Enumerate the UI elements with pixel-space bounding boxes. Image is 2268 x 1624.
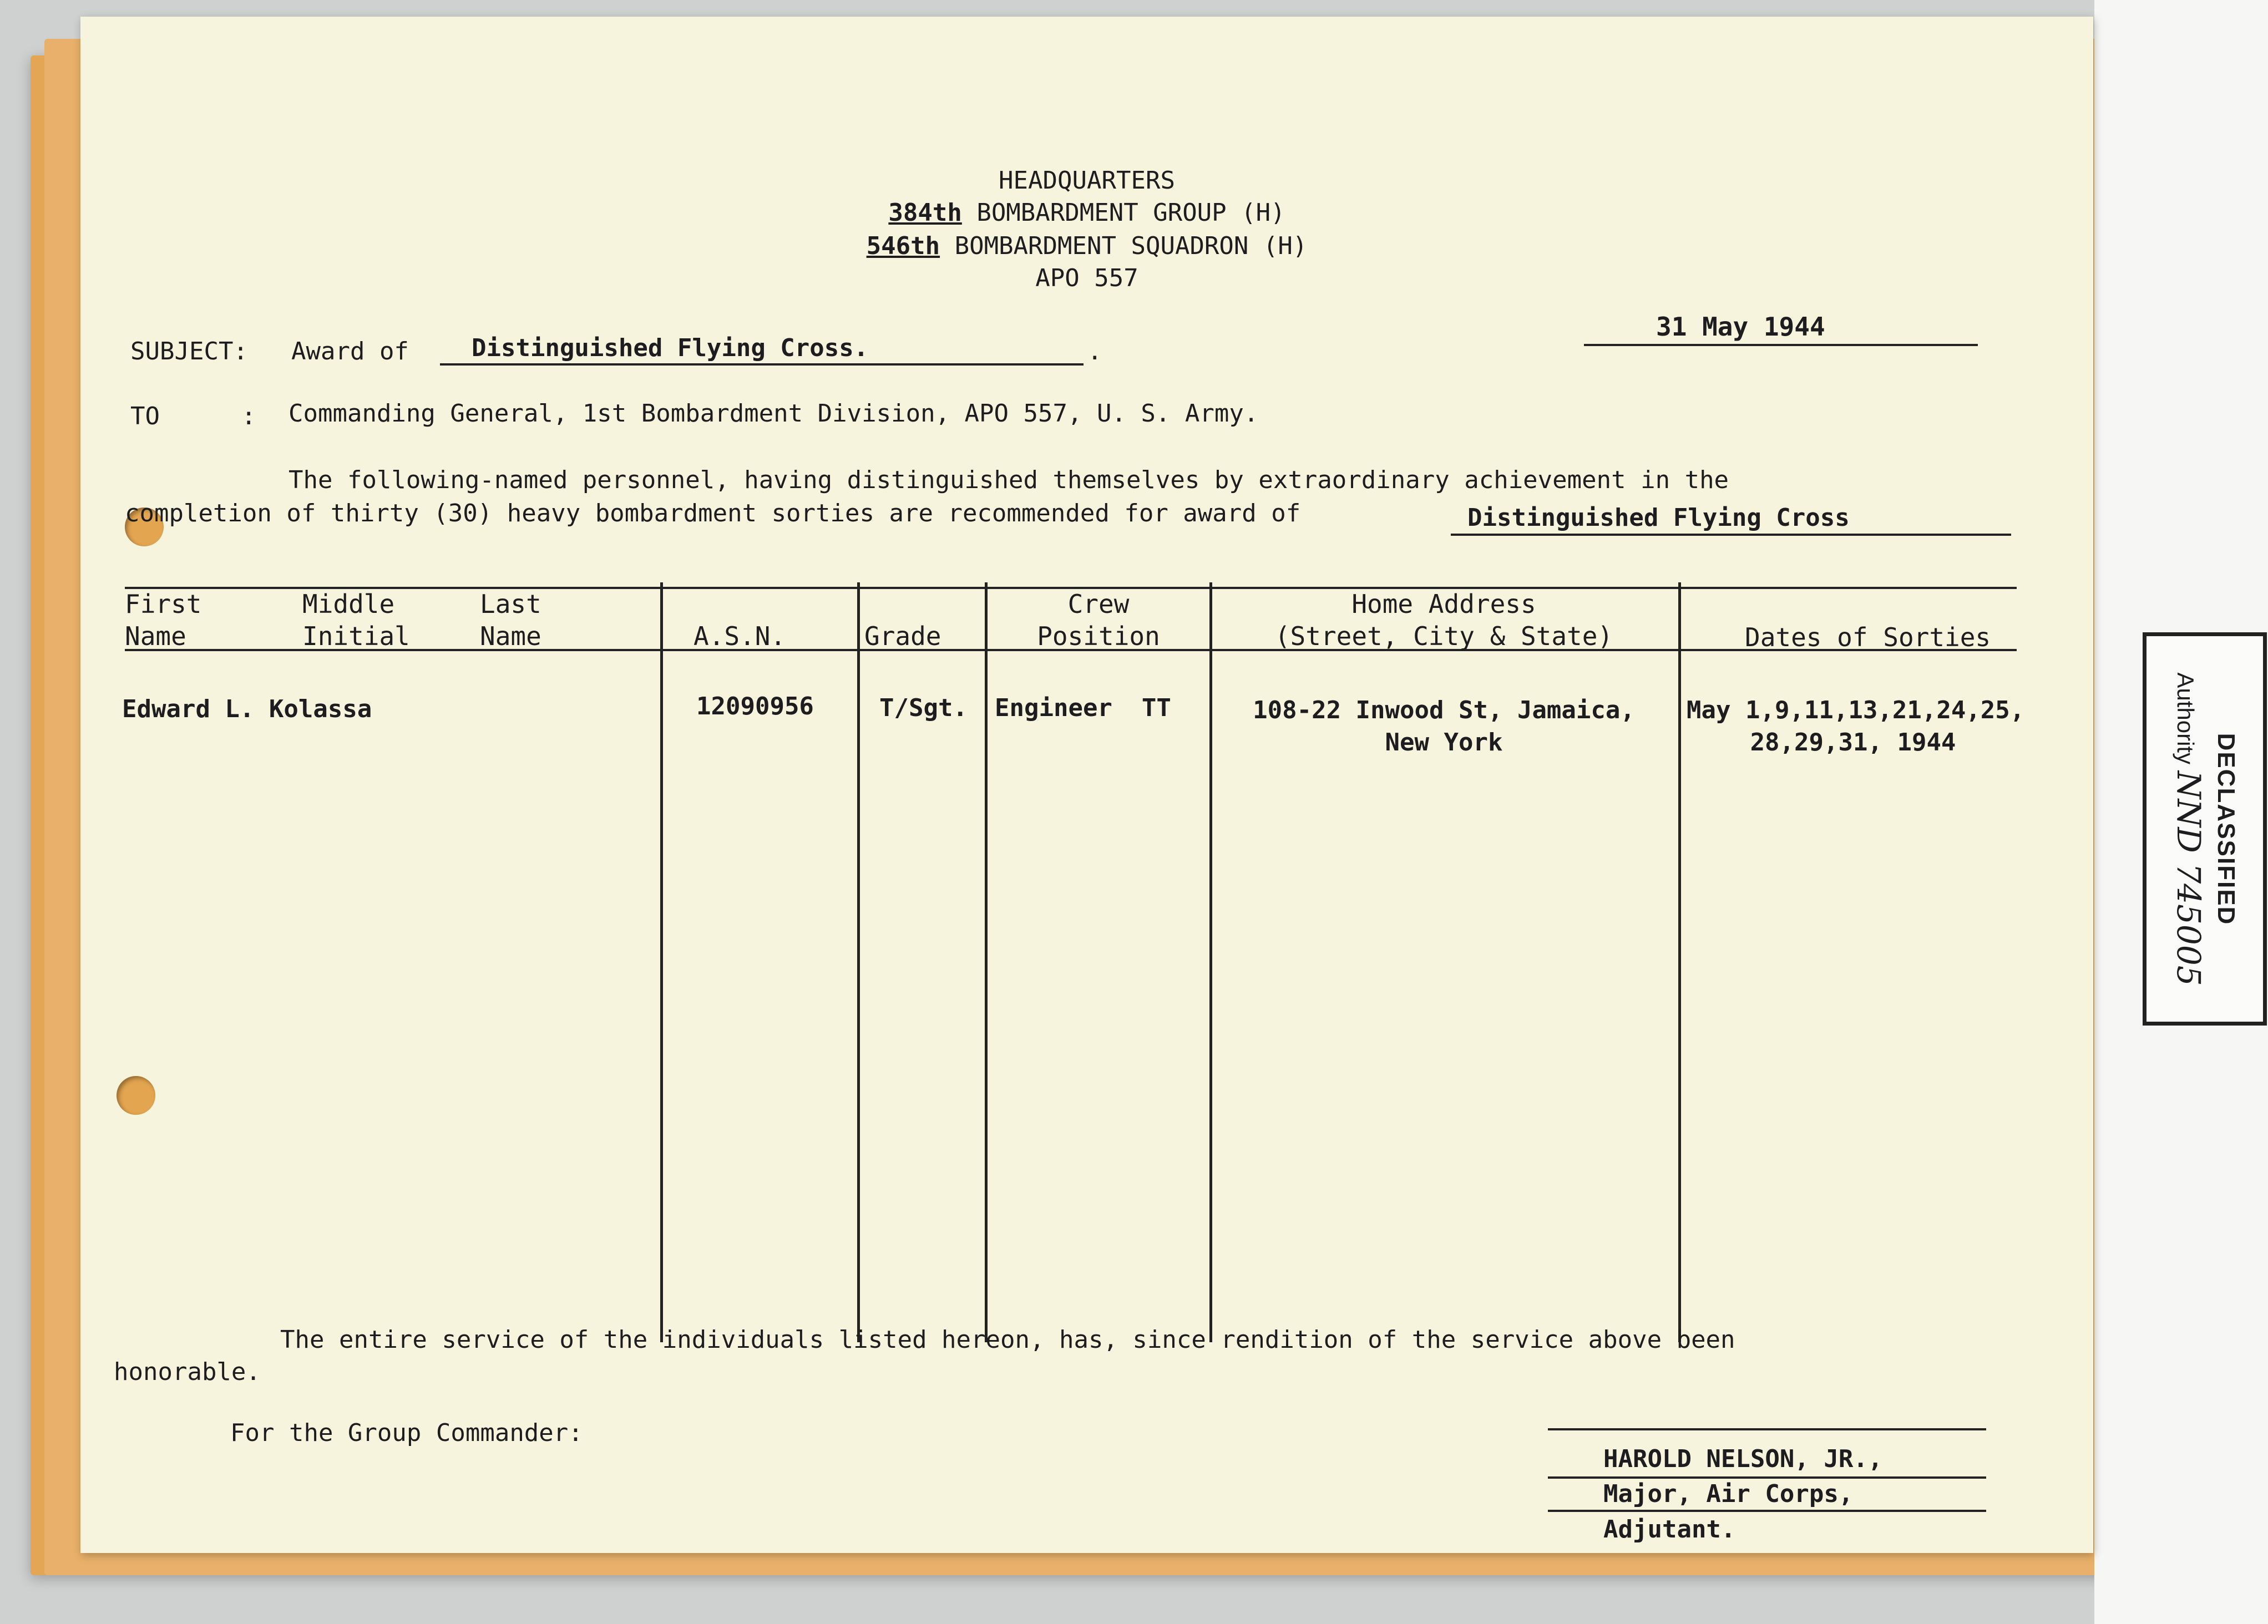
- to-value: Commanding General, 1st Bombardment Division, APO 557, U. S. Army.: [288, 399, 1259, 428]
- stamp-authority-value: NND 745005: [2170, 770, 2208, 986]
- intro-award: Distinguished Flying Cross: [1467, 504, 1850, 532]
- signature-rank: Major, Air Corps,: [1603, 1480, 1854, 1508]
- group-number: 384th: [888, 199, 962, 227]
- punch-hole: [117, 1076, 155, 1115]
- header-text: Crew: [1067, 589, 1130, 619]
- header-text: Home Address: [1351, 589, 1536, 619]
- dates-line: May 1,9,11,13,21,24,25,: [1687, 696, 2025, 724]
- header-text: (Street, City & State): [1274, 621, 1613, 651]
- signature-line: [1548, 1476, 1986, 1479]
- stamp-title: DECLASSIFIED: [2213, 733, 2240, 925]
- header-first-name: [125, 588, 201, 652]
- address-line: New York: [1385, 728, 1503, 757]
- signature-title: Adjutant.: [1603, 1515, 1736, 1544]
- intro-line-1: The following-named personnel, having distinguished themselves by extraordinary achievement in the: [288, 466, 1729, 494]
- closing-for-line: For the Group Commander:: [230, 1419, 583, 1447]
- header-text: First: [125, 589, 202, 619]
- header-group: [80, 199, 2093, 227]
- subject-underline: [440, 363, 1084, 366]
- document-date: 31 May 1944: [1656, 312, 1825, 342]
- stamp-authority-label: Authority: [2173, 672, 2199, 764]
- document-page: [80, 17, 2093, 1553]
- column-divider: [1678, 582, 1681, 1342]
- intro-line-2: completion of thirty (30) heavy bombardment sorties are recommended for award of: [125, 499, 1301, 527]
- column-divider: [857, 582, 860, 1342]
- date-underline: [1584, 344, 1978, 346]
- cell-grade: T/Sgt.: [879, 694, 968, 722]
- cell-dates: [1687, 694, 2025, 759]
- cell-crew-position: Engineer TT: [995, 694, 1171, 722]
- column-divider: [985, 582, 988, 1342]
- squadron-name: BOMBARDMENT SQUADRON (H): [954, 232, 1308, 260]
- cell-address: [1212, 694, 1675, 759]
- subject-label: SUBJECT:: [130, 337, 248, 366]
- dates-line: 28,29,31, 1944: [1750, 728, 1956, 757]
- to-label: TO: [130, 402, 160, 430]
- squadron-number: 546th: [866, 232, 940, 260]
- column-divider: [660, 582, 663, 1342]
- award-underline: [1451, 534, 2011, 536]
- header-middle-initial: [302, 588, 410, 652]
- group-name: BOMBARDMENT GROUP (H): [976, 199, 1285, 227]
- cell-asn: 12090956: [696, 692, 814, 720]
- header-line: HEADQUARTERS: [999, 166, 1175, 195]
- header-text: Last: [480, 589, 541, 619]
- subject-value: Distinguished Flying Cross.: [472, 334, 869, 362]
- stamp-authority: [2170, 649, 2208, 1009]
- header-text: Position: [1037, 621, 1160, 651]
- header-asn: A.S.N.: [693, 621, 786, 651]
- signature-line: [1548, 1510, 1986, 1512]
- header-apo: APO 557: [1035, 264, 1138, 292]
- to-separator: :: [241, 402, 256, 430]
- stamp-content: [2170, 649, 2240, 1009]
- header-text: Name: [125, 621, 186, 651]
- header-dates: Dates of Sorties: [1745, 622, 1991, 652]
- header-squadron: [80, 232, 2093, 260]
- cell-name: Edward L. Kolassa: [122, 695, 372, 723]
- header-text: Initial: [302, 621, 410, 651]
- header-grade: Grade: [864, 621, 941, 651]
- declassified-stamp: [2143, 632, 2267, 1026]
- closing-line-2: honorable.: [114, 1358, 261, 1386]
- signature-line: [1548, 1428, 1986, 1430]
- signature-name: HAROLD NELSON, JR.,: [1603, 1445, 1883, 1473]
- closing-line-1: The entire service of the individuals listed hereon, has, since rendition of the service above been: [280, 1326, 1735, 1354]
- subject-period: .: [1087, 337, 1102, 366]
- header-text: Middle: [302, 589, 395, 619]
- header-crew-position: [990, 588, 1207, 652]
- address-line: 108-22 Inwood St, Jamaica,: [1253, 696, 1635, 724]
- header-last-name: [480, 588, 541, 652]
- header-text: Name: [480, 621, 541, 651]
- subject-text: Award of: [291, 337, 409, 366]
- header-home-address: [1212, 588, 1675, 652]
